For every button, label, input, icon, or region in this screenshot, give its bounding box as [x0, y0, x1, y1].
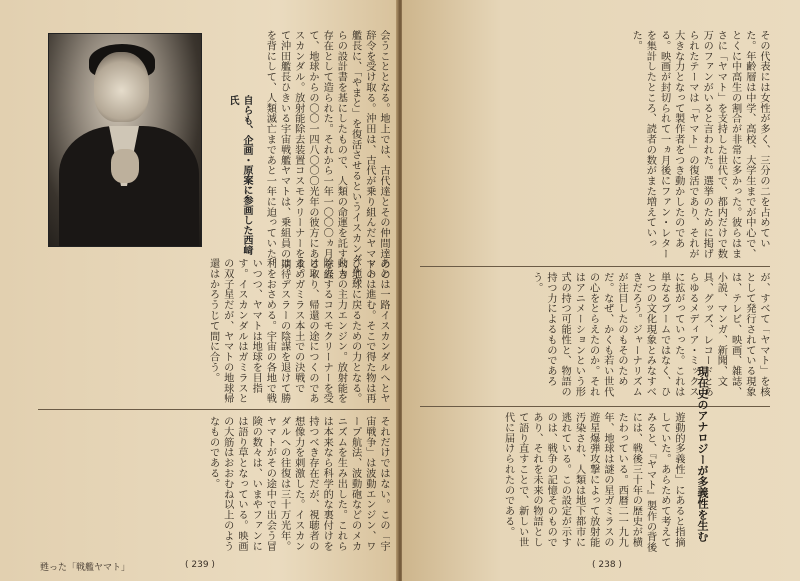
left-upper-columns: 会うこととなる。地上では、古代達とその仲間達のの辞令を受け取る。沖田は、古代が乗り組んだヤマトの艦長に、「やまと」を復活させるというイスカンダルからの設計書を基にしたもので、人類の命運を託すべき存在として造られた。それから一年一〇〇〇ヵ月を経て、地球からの〇〇一四八〇〇〇光年の彼方にあるイスカンダル。放射能除去装置コスモクリーナーを求めて沖田艦長ひきいる宇宙戦艦ヤマトは、乗組員の期待を背にして、人類滅亡まであと一年に迫っていた。	[264, 30, 389, 285]
right-column-divider-2	[420, 406, 770, 407]
section-heading: 現在史のアナロジーが多義性を生む	[696, 366, 709, 542]
photo-figure-hand	[111, 149, 139, 183]
photo-caption: 自らも、企画・原案に参画した西﨑氏	[227, 95, 252, 255]
right-upper-columns: その代表には女性が多く、三分の二を占めていた。年齢層は中学、高校、大学生までが中心で、とくに中高生の割合が非常に多かった。彼らはまさに「ヤマト」を支持した世代で、都内だけで数万のファンがいると言われた。選挙のために掲げられたテーマは「ヤマト」の復活であり、それが大きな力となって製作者をつき動かしたのである。映画が封切られて一ヵ月後にファン・レターを集計したところ、読者の数がまた増えていった。	[630, 30, 769, 259]
page-number-right: ( 238 )	[592, 560, 622, 570]
left-column-divider	[38, 409, 390, 410]
right-column-divider-1	[420, 266, 770, 267]
right-bottom-columns: 遊動的多義性」にあると指摘していた。あらためて考えてみると、『ヤマト』製作の背後には、戦後三十年の歴史が横たわっている。西暦二一九九年、地球は謎の星ガミラスの遊星爆弾攻撃によって放射能汚染され、人類は地下都市に逃れている。この設定が示すのは、戦争の記憶そのものであり、それを未来の物語として語り直すことで、新しい世代に届けられたのである。	[502, 412, 684, 553]
left-bottom-columns: それだけではない。この「宇宙戦争」は波動エンジン、ワープ航法、波動砲などのメカニズムを生み出した。これらは本来なら科学的な裏付けを持つべき存在だが、視聴者の想像力を刺激した。イスカンダルへの往復は三十万光年。ヤマトがその途中で出会う冒険の数々は、いまやファンには語り草となっている。映画の大筋はおおむね以上のようなものである。	[207, 416, 389, 552]
running-footer: 甦った「戦艦ヤマト」	[40, 563, 131, 573]
photo-figure-head	[94, 52, 149, 122]
left-lower-columns: あとは一路イスカンダルへとヤマトは進む。そこで得た物は再び地球に戻るための力となる。動力の主力エンジン。放射能を除去するコスモクリーナーを受け取り、帰還の途につくのである。ガミラス本土での決戦では、デスラーの陰謀を退けて勝利をおさめる。宇宙の各地で戦いつつ、ヤマトは地球を目指す。イスカンダルはガミラスとの双子星だが、ヤマトの地球帰還はかろうじて間に合う。	[207, 258, 389, 404]
right-lower-columns: が、すべて「ヤマト」を核として発行されている現象は、テレビ、映画、雑誌、小説、マンガ、新聞、文具、グッズ、レコードとあらゆるメディア・ミックスに拡がっていった。これは単なるブームではなく、ひとつの文化現象とみなすべきだろう。ジャーナリズムが注目したのもそのためだ。なぜ、かくも若い世代の心をとらえたのか。それはアニメーションという形式の持つ可能性と、物語の持つ力によるものであろう。	[530, 272, 769, 397]
page-number-left: ( 239 )	[185, 560, 215, 570]
right-page	[402, 0, 800, 581]
portrait-photo	[48, 33, 202, 247]
left-page	[0, 0, 398, 581]
